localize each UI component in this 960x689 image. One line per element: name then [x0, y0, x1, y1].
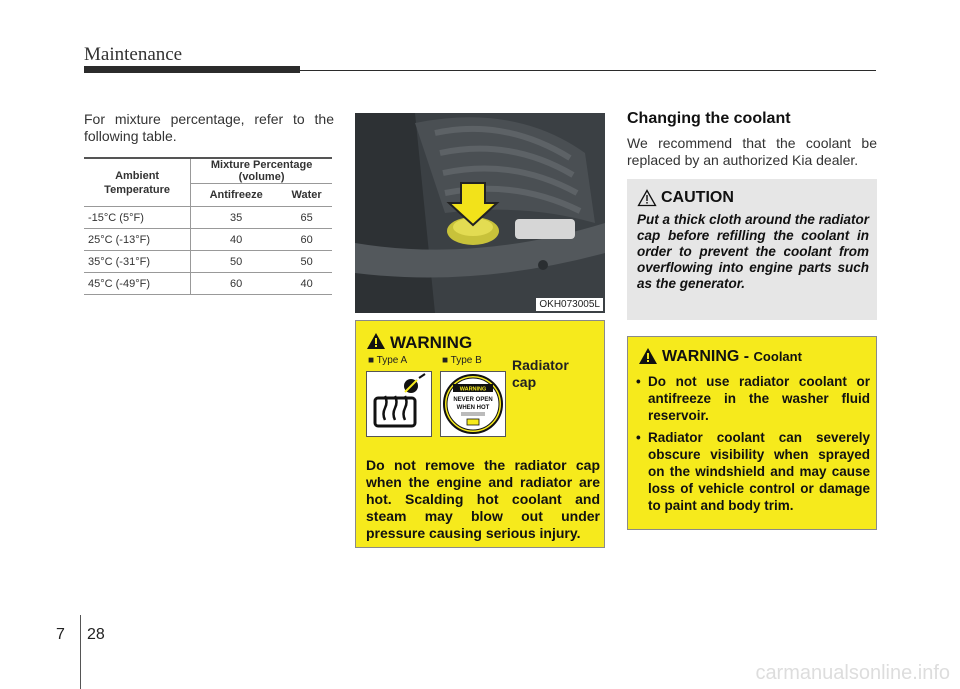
intro-text: For mixture percentage, refer to the following table.	[84, 111, 334, 144]
table-row	[84, 273, 332, 295]
coolant-warning-title	[662, 348, 802, 366]
warning-title: WARNING	[390, 333, 473, 352]
radiator-cap-label	[512, 357, 569, 391]
sticker-never-open-text: NEVER OPEN	[453, 397, 493, 403]
table-row	[84, 229, 332, 251]
radiator-cap-label-line1: Radiator	[512, 357, 569, 373]
page-header-title: Maintenance	[84, 44, 183, 65]
header-water: Water	[281, 184, 332, 207]
table-row	[84, 207, 332, 229]
engine-bay-illustration	[355, 113, 605, 313]
hot-radiator-icon	[367, 372, 431, 436]
warning-triangle-icon	[366, 332, 386, 350]
cell-water: 65	[281, 207, 332, 229]
coolant-warning-title-main: WARNING -	[662, 348, 754, 365]
cell-water: 40	[281, 273, 332, 295]
engine-bay-photo	[355, 113, 605, 313]
coolant-mixture-table	[84, 157, 332, 295]
warning-triangle-icon	[638, 347, 658, 365]
caution-title: CAUTION	[661, 189, 734, 206]
header-bar	[84, 66, 300, 73]
section-text: We recommend that the coolant be replaced by an authorized Kia dealer.	[627, 135, 877, 168]
list-item: • Do not use radiator coolant or antifreeze in the washer fluid reservoir.	[636, 373, 870, 424]
table-row	[84, 251, 332, 273]
sticker-warning-text: WARNING	[459, 386, 487, 393]
section-title: Changing the coolant	[627, 110, 791, 127]
caution-box	[627, 179, 877, 320]
chapter-number: 7	[56, 626, 65, 643]
cell-antifreeze: 50	[191, 251, 281, 273]
cell-temp: 25°C (-13°F)	[84, 229, 191, 251]
coolant-warning-list	[636, 373, 870, 519]
cell-temp: 35°C (-31°F)	[84, 251, 191, 273]
sticker-when-hot-text: WHEN HOT	[456, 405, 490, 411]
cell-antifreeze: 35	[191, 207, 281, 229]
header-mixture-percentage: Mixture Percentage (volume)	[191, 158, 332, 184]
cell-temp: -15°C (5°F)	[84, 207, 191, 229]
header-ambient-temperature: Ambient Temperature	[84, 158, 191, 207]
caution-text: Put a thick cloth around the radiator cap before refilling the coolant in order to prevent the coolant from overflowing into engine parts such as the generator.	[637, 212, 869, 291]
radiator-cap-warning-box	[355, 320, 605, 548]
type-a-label: ■ Type A	[368, 355, 408, 366]
list-item: • Radiator coolant can severely obscure visibility when sprayed on the windshield and may cause loss of vehicle control or damage to paint and body trim.	[636, 429, 870, 514]
header-antifreeze: Antifreeze	[191, 184, 281, 207]
coolant-warning-box	[627, 336, 877, 530]
cell-antifreeze: 60	[191, 273, 281, 295]
header-rule	[300, 70, 876, 71]
cell-antifreeze: 40	[191, 229, 281, 251]
type-a-label-image	[366, 371, 432, 437]
watermark: carmanualsonline.info	[755, 662, 950, 684]
type-b-label-image	[440, 371, 506, 437]
page-number: 28	[87, 626, 105, 643]
radiator-cap-sticker-icon	[441, 372, 505, 436]
warning-body-text: Do not remove the radiator cap when the engine and radiator are hot. Scalding hot coolant and steam may blow out under pressure causing serious injury.	[366, 457, 600, 541]
photo-caption: OKH073005L	[536, 298, 603, 311]
coolant-warning-subtitle: Coolant	[753, 349, 802, 364]
page-number-divider	[80, 615, 81, 689]
type-b-label: ■ Type B	[442, 355, 482, 366]
cell-water: 50	[281, 251, 332, 273]
cell-water: 60	[281, 229, 332, 251]
caution-triangle-icon	[637, 189, 657, 207]
cell-temp: 45°C (-49°F)	[84, 273, 191, 295]
radiator-cap-label-line2: cap	[512, 374, 537, 390]
